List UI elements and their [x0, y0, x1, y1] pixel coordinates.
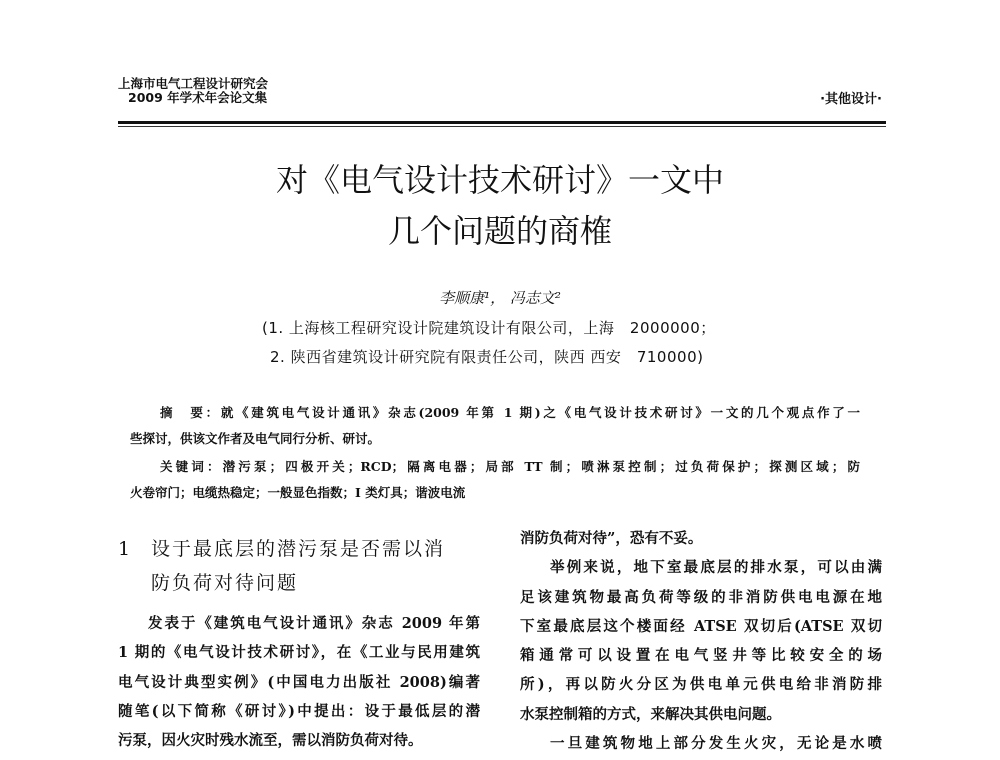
author-names: 李顺康¹， 冯志文²: [439, 289, 561, 307]
body-line: 箱通常可以设置在电气竖井等比较安全的场: [520, 647, 882, 665]
right-column: [520, 524, 882, 758]
abstract-line: 摘 要：就《建筑电气设计通讯》杂志(2009 年第 1 期)之《电气设计技术研讨》一文的几个观点作了一: [160, 405, 860, 420]
header-rule: [118, 121, 886, 124]
keywords-line: 关键词：潜污泵；四极开关；RCD；隔离电器；局部 TT 制；喷淋泵控制；过负荷保护；探测区域；防: [160, 459, 860, 474]
paper-title-line1: 对《电气设计技术研讨》一文中: [275, 161, 724, 199]
body-line: 随笔(以下简称《研讨》)中提出：设于最低层的潜: [118, 702, 480, 720]
body-line: 污泵，因火灾时残水流至，需以消防负荷对待。: [118, 732, 423, 750]
section-title-line: 设于最底层的潜污泵是否需以消: [151, 538, 446, 560]
section-number: 1: [118, 538, 133, 560]
keywords-line: 火卷帘门；电缆热稳定；一般显色指数；I 类灯具；谐波电流: [130, 485, 466, 500]
abstract-line: 些探讨，供该文作者及电气同行分析、研讨。: [130, 431, 381, 446]
section-label: ·其他设计·: [820, 92, 882, 107]
org-name: 上海市电气工程设计研究会: [118, 76, 269, 91]
section-title-line: 防负荷对待问题: [151, 572, 299, 594]
affiliation-1: (1. 上海核工程研究设计院建筑设计有限公司，上海 2000000；: [262, 319, 716, 337]
section-heading: [118, 532, 480, 600]
body-line: 所)，再以防火分区为供电单元供电给非消防排: [520, 676, 882, 694]
body-line: 下室最底层这个楼面经 ATSE 双切后(ATSE 双切: [520, 617, 882, 635]
body-line: 消防负荷对待”，恐有不妥。: [520, 530, 703, 547]
paper-title-line2: 几个问题的商榷: [387, 212, 612, 250]
left-column: [118, 532, 480, 755]
body-line: 一旦建筑物地上部分发生火灾，无论是水喷: [550, 735, 882, 753]
body-line: 足该建筑物最高负荷等级的非消防供电电源在地: [520, 588, 882, 606]
body-line: 发表于《建筑电气设计通讯》杂志 2009 年第: [148, 615, 480, 632]
body-line: 1 期的《电气设计技术研讨》，在《工业与民用建筑: [118, 644, 480, 662]
proceedings-name: 2009 年学术年会论文集: [128, 90, 268, 105]
body-line: 水泵控制箱的方式，来解决其供电问题。: [520, 705, 781, 723]
body-line: 举例来说，地下室最底层的排水泵，可以由满: [550, 559, 882, 577]
header-rule-thin: [118, 126, 886, 127]
proceedings-header: [118, 77, 268, 105]
body-line: 电气设计典型实例》(中国电力出版社 2008)编著: [118, 673, 480, 691]
affiliation-2: 2. 陕西省建筑设计研究院有限责任公司，陕西 西安 710000): [270, 348, 704, 366]
